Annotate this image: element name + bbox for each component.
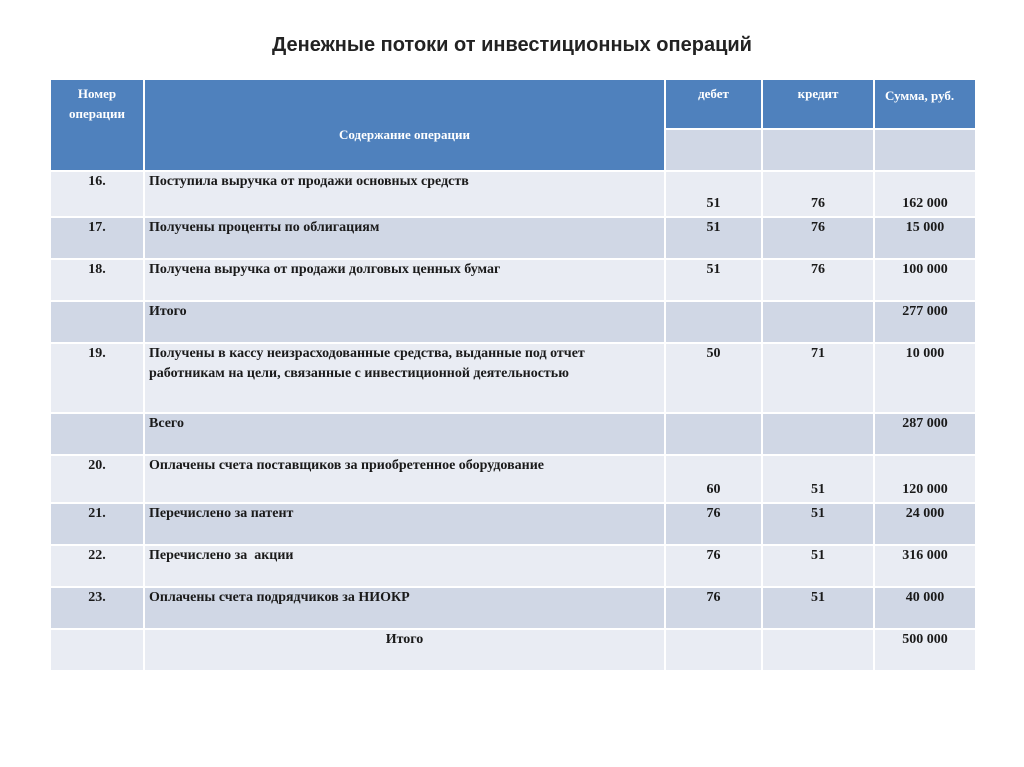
row-sum: 24 000 xyxy=(874,503,976,545)
header-credit: кредит xyxy=(762,79,874,129)
table-row xyxy=(50,217,976,259)
row-sum: 10 000 xyxy=(874,343,976,413)
row-num: 17. xyxy=(50,217,144,259)
table-row xyxy=(50,171,976,217)
subheader-debit-cell xyxy=(665,129,762,171)
subheader-credit-cell xyxy=(762,129,874,171)
header-debit: дебет xyxy=(665,79,762,129)
row-content: Получены в кассу неизрасходованные средства, выданные под отчет работникам на цели, связанные с инвестиционной деятельностью xyxy=(144,343,665,413)
table-row xyxy=(50,503,976,545)
row-credit xyxy=(762,413,874,455)
row-debit: 51 xyxy=(665,259,762,301)
row-credit xyxy=(762,301,874,343)
row-sum: 40 000 xyxy=(874,587,976,629)
row-content: Перечислено за патент xyxy=(144,503,665,545)
row-debit xyxy=(665,413,762,455)
row-content: Поступила выручка от продажи основных средств xyxy=(144,171,665,217)
row-debit: 76 xyxy=(665,503,762,545)
row-content: Оплачены счета поставщиков за приобретенное оборудование xyxy=(144,455,665,503)
page-title: Денежные потоки от инвестиционных операций xyxy=(272,34,752,56)
row-content: Всего xyxy=(144,413,665,455)
row-content: Получена выручка от продажи долговых ценных бумаг xyxy=(144,259,665,301)
table-row xyxy=(50,343,976,413)
row-num: 21. xyxy=(50,503,144,545)
row-num xyxy=(50,301,144,343)
table-row xyxy=(50,455,976,503)
row-num xyxy=(50,413,144,455)
row-credit: 51 xyxy=(762,587,874,629)
row-sum: 500 000 xyxy=(874,629,976,671)
row-debit xyxy=(665,629,762,671)
table-header-row xyxy=(50,79,976,129)
row-debit: 76 xyxy=(665,545,762,587)
header-content: Содержание операции xyxy=(144,79,665,171)
header-num: Номер операции xyxy=(50,79,144,171)
row-sum: 100 000 xyxy=(874,259,976,301)
row-credit: 71 xyxy=(762,343,874,413)
row-content: Итого xyxy=(144,629,665,671)
row-credit xyxy=(762,629,874,671)
row-sum: 316 000 xyxy=(874,545,976,587)
operations-table xyxy=(49,78,977,672)
table-row-grand-total xyxy=(50,629,976,671)
header-sum: Сумма, руб. xyxy=(874,79,976,129)
row-credit: 51 xyxy=(762,545,874,587)
table-row xyxy=(50,259,976,301)
row-debit: 50 xyxy=(665,343,762,413)
row-sum: 277 000 xyxy=(874,301,976,343)
subheader-sum-cell xyxy=(874,129,976,171)
row-debit: 60 xyxy=(665,455,762,503)
row-debit xyxy=(665,301,762,343)
row-content: Перечислено за акции xyxy=(144,545,665,587)
row-credit: 51 xyxy=(762,455,874,503)
row-num: 16. xyxy=(50,171,144,217)
table-row xyxy=(50,545,976,587)
row-num: 22. xyxy=(50,545,144,587)
row-debit: 51 xyxy=(665,171,762,217)
row-num: 18. xyxy=(50,259,144,301)
table-row xyxy=(50,587,976,629)
row-content: Получены проценты по облигациям xyxy=(144,217,665,259)
row-num: 19. xyxy=(50,343,144,413)
row-credit: 51 xyxy=(762,503,874,545)
row-num xyxy=(50,629,144,671)
row-num: 23. xyxy=(50,587,144,629)
row-sum: 120 000 xyxy=(874,455,976,503)
table-row-total xyxy=(50,413,976,455)
row-debit: 51 xyxy=(665,217,762,259)
row-sum: 287 000 xyxy=(874,413,976,455)
row-credit: 76 xyxy=(762,171,874,217)
row-credit: 76 xyxy=(762,217,874,259)
row-credit: 76 xyxy=(762,259,874,301)
row-debit: 76 xyxy=(665,587,762,629)
row-content: Итого xyxy=(144,301,665,343)
row-sum: 15 000 xyxy=(874,217,976,259)
table-row-subtotal xyxy=(50,301,976,343)
row-content: Оплачены счета подрядчиков за НИОКР xyxy=(144,587,665,629)
row-sum: 162 000 xyxy=(874,171,976,217)
row-num: 20. xyxy=(50,455,144,503)
